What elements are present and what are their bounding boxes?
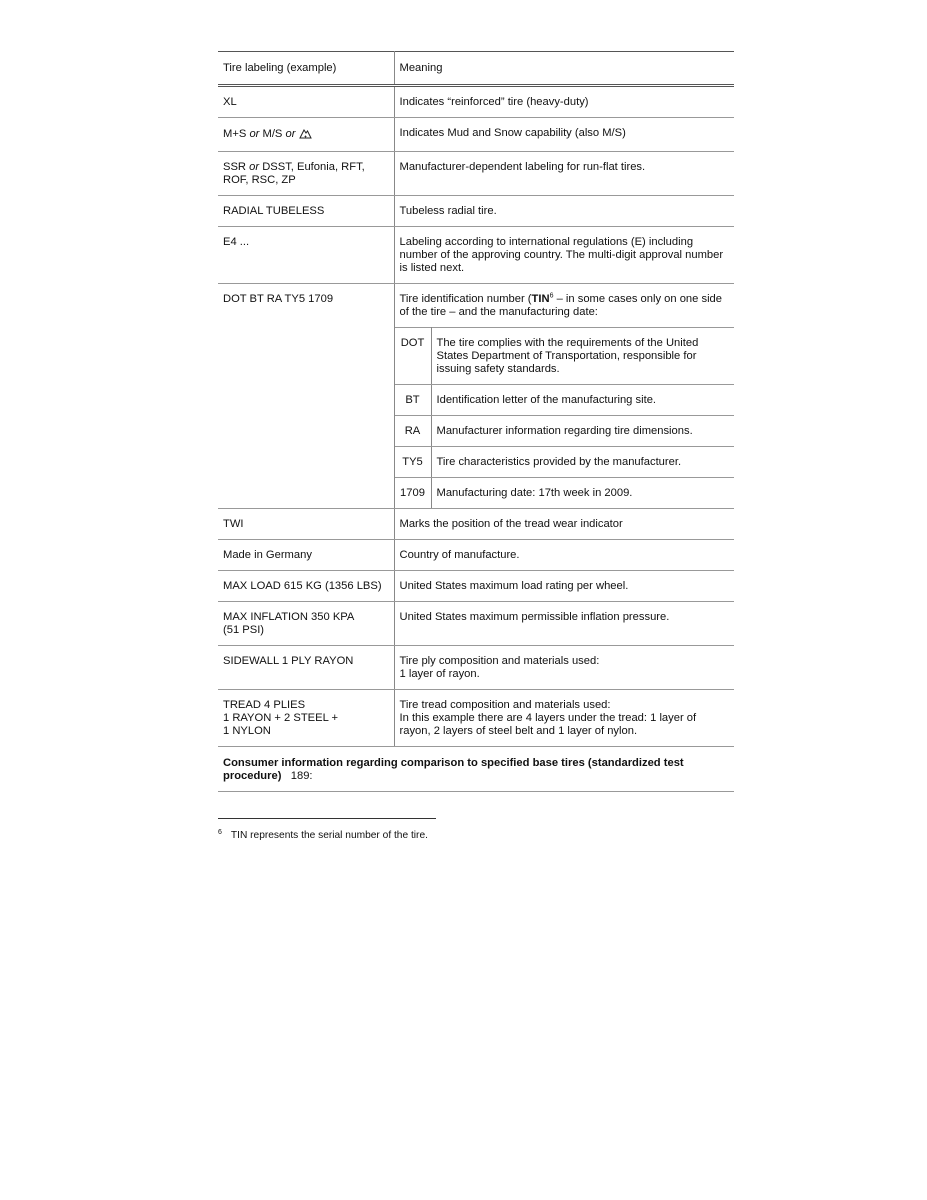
- consumer-info-title: Consumer information regarding comparison to specified base tires (standardized test procedure): [223, 757, 684, 782]
- label-line: (51 PSI): [223, 624, 265, 636]
- sub-row: [395, 385, 735, 416]
- meaning-line: Tire ply composition and materials used:: [399, 655, 600, 667]
- table-row: [218, 152, 734, 196]
- label-cell: RADIAL TUBELESS: [218, 196, 394, 227]
- meaning-cell: Tubeless radial tire.: [394, 196, 734, 227]
- code-meaning: Manufacturer information regarding tire dimensions.: [431, 416, 734, 447]
- label-line: MAX INFLATION 350 KPA: [223, 611, 355, 623]
- table-row: [218, 571, 734, 602]
- label-cell: MAX LOAD 615 KG (1356 LBS): [218, 571, 394, 602]
- meaning-cell: [394, 646, 734, 690]
- label-cell: [218, 690, 394, 747]
- label-or: or: [249, 128, 260, 140]
- meaning-cell: United States maximum permissible inflation pressure.: [394, 602, 734, 646]
- meaning-cell: [394, 284, 734, 509]
- column-header-meaning: Meaning: [394, 52, 734, 86]
- label-line: 1 RAYON + 2 STEEL +: [223, 712, 339, 724]
- table-row: [218, 196, 734, 227]
- label-cell: DOT BT RA TY5 1709: [218, 284, 394, 509]
- table-row: [218, 540, 734, 571]
- tin-intro: [395, 284, 735, 327]
- label-cell: TWI: [218, 509, 394, 540]
- code-cell: BT: [395, 385, 432, 416]
- tire-labeling-table: [218, 51, 734, 792]
- sub-row: [395, 328, 735, 385]
- label-text: SSR: [223, 161, 247, 173]
- table-row: [218, 227, 734, 284]
- page-reference-link[interactable]: 189:: [290, 770, 313, 782]
- code-meaning: The tire complies with the requirements of the United States Department of Transportation, responsible for issuing safety standards.: [431, 328, 734, 385]
- intro-text: – in some cases only on one side of the tire – and the manufacturing date:: [399, 293, 723, 318]
- sub-row: [395, 416, 735, 447]
- table-row: [218, 284, 734, 509]
- meaning-line: Tire tread composition and materials used:: [399, 699, 611, 711]
- label-or: or: [285, 128, 296, 140]
- tin-breakdown-table: [395, 327, 735, 508]
- table-row: [218, 602, 734, 646]
- table-row: [218, 86, 734, 118]
- sub-row: [395, 447, 735, 478]
- code-meaning: Tire characteristics provided by the manufacturer.: [431, 447, 734, 478]
- table-row: [218, 646, 734, 690]
- mountain-snowflake-icon: [299, 127, 312, 143]
- meaning-cell: Indicates Mud and Snow capability (also M/S): [394, 118, 734, 152]
- meaning-cell: Indicates “reinforced” tire (heavy-duty): [394, 86, 734, 118]
- table-row: [218, 690, 734, 747]
- footnote: [218, 829, 718, 842]
- consumer-info: [218, 747, 734, 792]
- label-text: DSST, Eufonia, RFT, ROF, RSC, ZP: [223, 161, 365, 186]
- label-or: or: [249, 161, 260, 173]
- label-cell: E4 ...: [218, 227, 394, 284]
- meaning-cell: United States maximum load rating per wheel.: [394, 571, 734, 602]
- label-line: TREAD 4 PLIES: [223, 699, 306, 711]
- code-cell: RA: [395, 416, 432, 447]
- meaning-cell: Labeling according to international regulations (E) including number of the approving country. The multi-digit approval number is listed next.: [394, 227, 734, 284]
- footnote-divider: [218, 818, 436, 819]
- meaning-line: In this example there are 4 layers under the tread: 1 layer of rayon, 2 layers of steel belt and 1 layer of nylon.: [399, 712, 697, 737]
- label-line: 1 NYLON: [223, 725, 271, 737]
- code-cell: 1709: [395, 478, 432, 509]
- column-header-labeling: Tire labeling (example): [218, 52, 394, 86]
- meaning-line: 1 layer of rayon.: [399, 668, 480, 680]
- label-cell: [218, 118, 394, 152]
- code-meaning: Identification letter of the manufacturing site.: [431, 385, 734, 416]
- footnote-mark: 6: [218, 828, 222, 836]
- label-cell: [218, 152, 394, 196]
- sub-row: [395, 478, 735, 509]
- label-text: M/S: [262, 128, 283, 140]
- meaning-cell: [394, 690, 734, 747]
- label-text: M+S: [223, 128, 247, 140]
- label-cell: Made in Germany: [218, 540, 394, 571]
- label-cell: [218, 602, 394, 646]
- label-cell: XL: [218, 86, 394, 118]
- meaning-cell: Marks the position of the tread wear indicator: [394, 509, 734, 540]
- code-cell: TY5: [395, 447, 432, 478]
- table-row: [218, 118, 734, 152]
- meaning-cell: Manufacturer-dependent labeling for run-flat tires.: [394, 152, 734, 196]
- footnote-text: TIN represents the serial number of the tire.: [230, 830, 428, 841]
- tin-abbrev: TIN: [531, 293, 550, 305]
- intro-text: Tire identification number (: [399, 293, 532, 305]
- document-body: [218, 51, 734, 792]
- code-meaning: Manufacturing date: 17th week in 2009.: [436, 487, 633, 499]
- label-cell: SIDEWALL 1 PLY RAYON: [218, 646, 394, 690]
- code-cell: DOT: [395, 328, 432, 385]
- table-header-row: [218, 52, 734, 86]
- consumer-info-row: [218, 747, 734, 792]
- meaning-cell: Country of manufacture.: [394, 540, 734, 571]
- table-row: [218, 509, 734, 540]
- footnote-ref: 6: [549, 292, 554, 300]
